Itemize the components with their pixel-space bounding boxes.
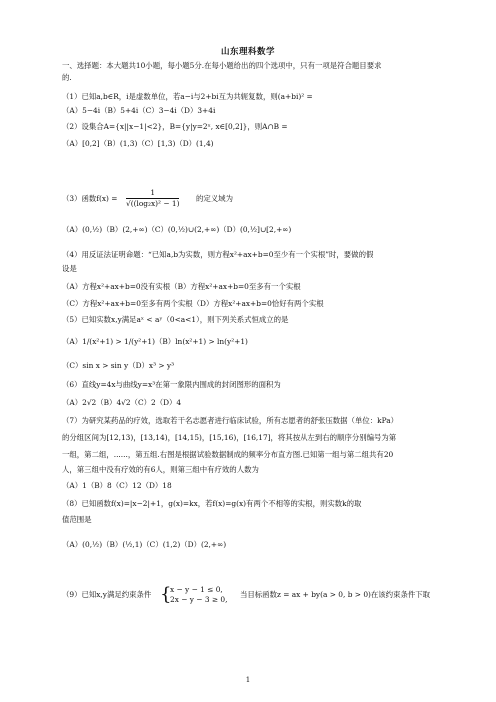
question-4-cont: 设是	[62, 264, 77, 273]
fraction-numerator: 1	[126, 188, 179, 199]
section-heading-cont: 的.	[62, 73, 72, 82]
constraint-brace: {	[160, 584, 172, 605]
question-3-fraction	[126, 188, 179, 209]
question-5-options-2: （C）sin x > sin y（D）x³ > y³	[62, 361, 175, 370]
question-3-options: （A）(0,½)（B）(2,+∞)（C）(0,½)∪(2,+∞)（D）(0,½]∪[2,+∞)	[62, 225, 292, 234]
page-number: 1	[245, 676, 251, 684]
question-7-line-4: 人，第三组中没有疗效的有6人，则第三组中有疗效的人数为	[62, 465, 259, 474]
question-7-line-2: 的分组区间为[12,13)，[13,14)，[14,15)，[15,16)，[16,17]，将其按从左到右的顺序分别编号为第	[62, 433, 397, 442]
question-8: （8）已知函数f(x)=|x−2|+1，g(x)=kx，若f(x)=g(x)有两个不相等的实根，则实数k的取	[62, 499, 362, 508]
question-4-options-2: （C）方程x²+ax+b=0至多有两个实根（D）方程x²+ax+b=0恰好有两个实根	[62, 299, 324, 308]
question-3-suffix: 的定义域为	[196, 194, 233, 203]
question-1-options: （A）5−4i（B）5+4i（C）3−4i（D）3+4i	[62, 106, 216, 115]
question-8-options: （A）(0,½)（B）(½,1)（C）(1,2)（D）(2,+∞)	[62, 540, 227, 549]
question-7-line-3: 一组，第二组，......，第五组.右图是根据试验数据制成的频率分布直方图.已知第一组与第二组共有20	[62, 450, 394, 459]
constraint-2: 2x − y − 3 ≥ 0,	[170, 595, 228, 604]
fraction-denominator: √((log₂x)² − 1)	[126, 199, 180, 208]
question-5: （5）已知实数x,y满足aˣ < aʸ（0<a<1），则下列关系式恒成立的是	[62, 315, 289, 324]
constraint-system	[170, 585, 227, 605]
question-5-options-1: （A）1/(x²+1) > 1/(y²+1)（B）ln(x²+1) > ln(y²+1)	[62, 337, 248, 346]
question-2: （2）设集合A={x||x−1|<2}，B={y|y=2ˣ, x∈[0,2]}，则A∩B =	[62, 122, 288, 131]
section-heading: 一、选择题：本大题共10小题，每小题5分.在每小题给出的四个选项中，只有一项是符合题目要求	[62, 61, 382, 70]
question-4: （4）用反证法证明命题：“已知a,b为实数，则方程x²+ax+b=0至少有一个实根”时，要做的假	[62, 250, 374, 259]
page-title: 山东理科数学	[220, 47, 275, 57]
question-7-line-1: （7）为研究某药品的疗效，选取若干名志愿者进行临床试验，所有志愿者的舒张压数据（单位：kPa）	[62, 416, 399, 425]
question-6-options: （A）2√2（B）4√2（C）2（D）4	[62, 398, 182, 407]
question-2-options: （A）[0,2]（B）(1,3)（C）[1,3)（D）(1,4)	[62, 139, 214, 148]
question-6: （6）直线y=4x与曲线y=x³在第一象限内围成的封闭图形的面积为	[62, 380, 281, 389]
question-9-prefix: （9）已知x,y满足约束条件	[62, 590, 152, 599]
question-8-cont: 值范围是	[62, 515, 92, 524]
question-4-options-1: （A）方程x²+ax+b=0没有实根（B）方程x²+ax+b=0至多有一个实根	[62, 282, 301, 291]
question-3-prefix: （3）函数f(x) =	[62, 194, 118, 203]
question-9-suffix: 当目标函数z = ax + by(a > 0, b > 0)在该约束条件下取	[240, 590, 431, 599]
question-1: （1）已知a,b∈R，i是虚数单位，若a−i与2+bi互为共轭复数，则(a+bi)² =	[62, 92, 313, 101]
question-7-options: （A）1（B）8（C）12（D）18	[62, 481, 172, 490]
constraint-1: x − y − 1 ≤ 0,	[170, 585, 223, 594]
